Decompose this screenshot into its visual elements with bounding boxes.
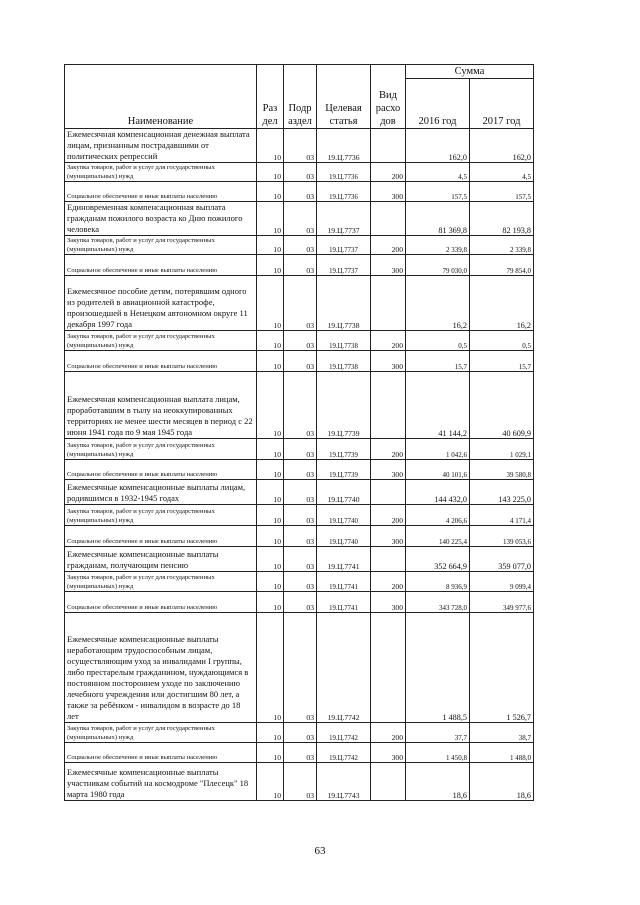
row-target: 19.Ц.7740 bbox=[317, 505, 371, 526]
row-sum-2017: 38,7 bbox=[470, 723, 534, 743]
row-sum-2017: 139 053,6 bbox=[470, 526, 534, 547]
row-expense-type: 300 bbox=[371, 526, 406, 547]
row-sum-2016: 0,5 bbox=[406, 331, 470, 351]
row-razdel: 10 bbox=[257, 276, 284, 331]
row-sum-2017: 79 854,0 bbox=[470, 255, 534, 276]
row-name: Ежемесячные компенсационные выплаты лицам, родившимся в 1932-1945 годах bbox=[65, 480, 257, 505]
table-row-program bbox=[65, 129, 534, 163]
row-expense-type: 200 bbox=[371, 163, 406, 182]
row-expense-type: 200 bbox=[371, 572, 406, 592]
row-target: 19.Ц.7738 bbox=[317, 276, 371, 331]
row-razdel: 10 bbox=[257, 182, 284, 202]
row-podrazdel: 03 bbox=[284, 613, 317, 723]
row-sum-2016: 4,5 bbox=[406, 163, 470, 182]
header-podrazdel: Подр аздел bbox=[284, 65, 317, 129]
row-razdel: 10 bbox=[257, 331, 284, 351]
row-name: Социальное обеспечение и иные выплаты населению bbox=[65, 255, 257, 276]
row-expense-type bbox=[371, 372, 406, 439]
row-name: Закупка товаров, работ и услуг для государственных (муниципальных) нужд bbox=[65, 236, 257, 255]
row-podrazdel: 03 bbox=[284, 743, 317, 763]
row-sum-2016: 81 369,8 bbox=[406, 202, 470, 236]
row-name: Социальное обеспечение и иные выплаты населению bbox=[65, 351, 257, 372]
row-razdel: 10 bbox=[257, 592, 284, 613]
header-expense-type: Вид расхо дов bbox=[371, 65, 406, 129]
row-target: 19.Ц.7742 bbox=[317, 723, 371, 743]
table-row-expense bbox=[65, 460, 534, 480]
row-podrazdel: 03 bbox=[284, 480, 317, 505]
row-expense-type: 200 bbox=[371, 331, 406, 351]
row-podrazdel: 03 bbox=[284, 592, 317, 613]
row-name: Социальное обеспечение и иные выплаты населению bbox=[65, 182, 257, 202]
row-target: 19.Ц.7742 bbox=[317, 613, 371, 723]
row-expense-type bbox=[371, 276, 406, 331]
row-podrazdel: 03 bbox=[284, 460, 317, 480]
row-sum-2017: 162,0 bbox=[470, 129, 534, 163]
row-expense-type: 200 bbox=[371, 723, 406, 743]
table-row-program bbox=[65, 276, 534, 331]
row-target: 19.Ц.7741 bbox=[317, 547, 371, 572]
row-target: 19.Ц.7736 bbox=[317, 182, 371, 202]
row-target: 19.Ц.7739 bbox=[317, 439, 371, 460]
row-sum-2017: 16,2 bbox=[470, 276, 534, 331]
row-sum-2017: 39 580,8 bbox=[470, 460, 534, 480]
table-row-expense bbox=[65, 255, 534, 276]
row-expense-type: 300 bbox=[371, 460, 406, 480]
row-razdel: 10 bbox=[257, 351, 284, 372]
table-row-expense bbox=[65, 236, 534, 255]
table-row-expense bbox=[65, 439, 534, 460]
row-name: Закупка товаров, работ и услуг для государственных (муниципальных) нужд bbox=[65, 163, 257, 182]
row-podrazdel: 03 bbox=[284, 129, 317, 163]
row-razdel: 10 bbox=[257, 763, 284, 801]
row-name: Ежемесячные компенсационные выплаты неработающим трудоспособным лицам, осуществляющим уход за инвалидами I группы, либо престарелым гражданином, нуждающимся в постоянном постороннем уходе по заключению лечебного учреждения или достигшим 80 лет, а также за ребёнком - инвалидом в возрасте до 18 лет bbox=[65, 613, 257, 723]
row-name: Ежемесячное пособие детям, потерявшим одного из родителей в авиационной катастрофе, произошедшей в Ненецком автономном округе 11 декабря 1997 года bbox=[65, 276, 257, 331]
header-year-2017: 2017 год bbox=[470, 79, 534, 129]
row-sum-2016: 16,2 bbox=[406, 276, 470, 331]
row-sum-2016: 140 225,4 bbox=[406, 526, 470, 547]
table-row-expense bbox=[65, 526, 534, 547]
row-podrazdel: 03 bbox=[284, 372, 317, 439]
row-podrazdel: 03 bbox=[284, 276, 317, 331]
header-sum: Сумма bbox=[406, 65, 534, 79]
row-sum-2017: 1 526,7 bbox=[470, 613, 534, 723]
row-razdel: 10 bbox=[257, 236, 284, 255]
row-podrazdel: 03 bbox=[284, 182, 317, 202]
row-razdel: 10 bbox=[257, 480, 284, 505]
row-name: Закупка товаров, работ и услуг для государственных (муниципальных) нужд bbox=[65, 439, 257, 460]
table-row-program bbox=[65, 202, 534, 236]
row-expense-type: 300 bbox=[371, 351, 406, 372]
header-target: Целевая статья bbox=[317, 65, 371, 129]
row-sum-2017: 349 977,6 bbox=[470, 592, 534, 613]
row-razdel: 10 bbox=[257, 439, 284, 460]
row-expense-type bbox=[371, 129, 406, 163]
row-expense-type bbox=[371, 480, 406, 505]
row-razdel: 10 bbox=[257, 572, 284, 592]
header-year-2016: 2016 год bbox=[406, 79, 470, 129]
row-sum-2016: 157,5 bbox=[406, 182, 470, 202]
row-name: Социальное обеспечение и иные выплаты населению bbox=[65, 526, 257, 547]
row-target: 19.Ц.7741 bbox=[317, 592, 371, 613]
header-razdel: Раз дел bbox=[257, 65, 284, 129]
row-target: 19.Ц.7739 bbox=[317, 460, 371, 480]
row-sum-2017: 18,6 bbox=[470, 763, 534, 801]
row-podrazdel: 03 bbox=[284, 351, 317, 372]
row-podrazdel: 03 bbox=[284, 236, 317, 255]
row-target: 19.Ц.7737 bbox=[317, 202, 371, 236]
row-name: Закупка товаров, работ и услуг для государственных (муниципальных) нужд bbox=[65, 331, 257, 351]
row-razdel: 10 bbox=[257, 372, 284, 439]
row-name: Социальное обеспечение и иные выплаты населению bbox=[65, 743, 257, 763]
row-sum-2016: 1 042,6 bbox=[406, 439, 470, 460]
row-sum-2017: 1 029,1 bbox=[470, 439, 534, 460]
row-sum-2017: 82 193,8 bbox=[470, 202, 534, 236]
row-sum-2017: 143 225,0 bbox=[470, 480, 534, 505]
header-name: Наименование bbox=[65, 65, 257, 129]
row-target: 19.Ц.7740 bbox=[317, 480, 371, 505]
table-row-expense bbox=[65, 505, 534, 526]
row-expense-type: 200 bbox=[371, 439, 406, 460]
row-expense-type: 300 bbox=[371, 592, 406, 613]
row-name: Закупка товаров, работ и услуг для государственных (муниципальных) нужд bbox=[65, 505, 257, 526]
page-number: 63 bbox=[314, 845, 326, 857]
row-sum-2017: 15,7 bbox=[470, 351, 534, 372]
row-razdel: 10 bbox=[257, 460, 284, 480]
row-sum-2016: 37,7 bbox=[406, 723, 470, 743]
row-sum-2016: 41 144,2 bbox=[406, 372, 470, 439]
row-sum-2017: 2 339,8 bbox=[470, 236, 534, 255]
row-sum-2017: 157,5 bbox=[470, 182, 534, 202]
row-sum-2017: 0,5 bbox=[470, 331, 534, 351]
row-sum-2017: 9 099,4 bbox=[470, 572, 534, 592]
table-row-expense bbox=[65, 182, 534, 202]
row-name: Единовременная компенсационная выплата гражданам пожилого возраста ко Дню пожилого человека bbox=[65, 202, 257, 236]
row-expense-type: 300 bbox=[371, 743, 406, 763]
row-expense-type bbox=[371, 763, 406, 801]
row-sum-2016: 343 728,0 bbox=[406, 592, 470, 613]
row-expense-type bbox=[371, 202, 406, 236]
row-target: 19.Ц.7737 bbox=[317, 255, 371, 276]
row-podrazdel: 03 bbox=[284, 255, 317, 276]
row-razdel: 10 bbox=[257, 202, 284, 236]
table-row-expense bbox=[65, 331, 534, 351]
budget-table bbox=[64, 64, 534, 801]
row-sum-2016: 4 206,6 bbox=[406, 505, 470, 526]
table-row-expense bbox=[65, 592, 534, 613]
row-sum-2016: 1 488,5 bbox=[406, 613, 470, 723]
row-razdel: 10 bbox=[257, 526, 284, 547]
row-podrazdel: 03 bbox=[284, 202, 317, 236]
row-expense-type: 200 bbox=[371, 505, 406, 526]
table-body bbox=[65, 129, 534, 801]
row-target: 19.Ц.7738 bbox=[317, 331, 371, 351]
table-row-expense bbox=[65, 572, 534, 592]
row-expense-type: 300 bbox=[371, 182, 406, 202]
row-sum-2016: 2 339,8 bbox=[406, 236, 470, 255]
row-expense-type bbox=[371, 547, 406, 572]
row-podrazdel: 03 bbox=[284, 763, 317, 801]
row-name: Ежемесячные компенсационные выплаты гражданам, получающим пенсию bbox=[65, 547, 257, 572]
row-target: 19.Ц.7737 bbox=[317, 236, 371, 255]
row-target: 19.Ц.7741 bbox=[317, 572, 371, 592]
row-sum-2017: 359 077,0 bbox=[470, 547, 534, 572]
row-name: Закупка товаров, работ и услуг для государственных (муниципальных) нужд bbox=[65, 572, 257, 592]
row-podrazdel: 03 bbox=[284, 547, 317, 572]
row-expense-type: 300 bbox=[371, 255, 406, 276]
row-target: 19.Ц.7742 bbox=[317, 743, 371, 763]
row-razdel: 10 bbox=[257, 505, 284, 526]
row-target: 19.Ц.7736 bbox=[317, 129, 371, 163]
table-row-expense bbox=[65, 351, 534, 372]
row-name: Социальное обеспечение и иные выплаты населению bbox=[65, 460, 257, 480]
row-sum-2016: 1 450,8 bbox=[406, 743, 470, 763]
table-row-program bbox=[65, 613, 534, 723]
row-podrazdel: 03 bbox=[284, 526, 317, 547]
row-razdel: 10 bbox=[257, 743, 284, 763]
row-name: Закупка товаров, работ и услуг для государственных (муниципальных) нужд bbox=[65, 723, 257, 743]
row-podrazdel: 03 bbox=[284, 439, 317, 460]
row-name: Ежемесячная компенсационная денежная выплата лицам, признанным пострадавшими от политических репрессий bbox=[65, 129, 257, 163]
row-sum-2016: 15,7 bbox=[406, 351, 470, 372]
row-name: Ежемесячная компенсационная выплата лицам, проработавшим в тылу на неоккупированных территориях не менее шести месяцев в период с 22 июня 1941 года по 9 мая 1945 года bbox=[65, 372, 257, 439]
row-sum-2016: 18,6 bbox=[406, 763, 470, 801]
table-row-program bbox=[65, 372, 534, 439]
row-razdel: 10 bbox=[257, 255, 284, 276]
row-podrazdel: 03 bbox=[284, 505, 317, 526]
row-target: 19.Ц.7743 bbox=[317, 763, 371, 801]
row-target: 19.Ц.7738 bbox=[317, 351, 371, 372]
row-sum-2016: 162,0 bbox=[406, 129, 470, 163]
table-row-program bbox=[65, 547, 534, 572]
table-row-expense bbox=[65, 723, 534, 743]
row-podrazdel: 03 bbox=[284, 163, 317, 182]
row-podrazdel: 03 bbox=[284, 331, 317, 351]
row-expense-type: 200 bbox=[371, 236, 406, 255]
row-sum-2016: 40 101,6 bbox=[406, 460, 470, 480]
row-razdel: 10 bbox=[257, 163, 284, 182]
table-row-expense bbox=[65, 743, 534, 763]
row-target: 19.Ц.7736 bbox=[317, 163, 371, 182]
row-name: Ежемесячные компенсационные выплаты участникам событий на космодроме "Плесецк" 18 марта 1980 года bbox=[65, 763, 257, 801]
table-row-program bbox=[65, 480, 534, 505]
row-sum-2016: 352 664,9 bbox=[406, 547, 470, 572]
row-target: 19.Ц.7739 bbox=[317, 372, 371, 439]
row-razdel: 10 bbox=[257, 129, 284, 163]
row-razdel: 10 bbox=[257, 723, 284, 743]
row-sum-2017: 4,5 bbox=[470, 163, 534, 182]
table-header bbox=[65, 65, 534, 129]
row-sum-2017: 4 171,4 bbox=[470, 505, 534, 526]
row-target: 19.Ц.7740 bbox=[317, 526, 371, 547]
row-razdel: 10 bbox=[257, 613, 284, 723]
row-sum-2016: 144 432,0 bbox=[406, 480, 470, 505]
row-expense-type bbox=[371, 613, 406, 723]
row-sum-2016: 8 936,9 bbox=[406, 572, 470, 592]
row-podrazdel: 03 bbox=[284, 723, 317, 743]
row-name: Социальное обеспечение и иные выплаты населению bbox=[65, 592, 257, 613]
row-sum-2017: 40 609,9 bbox=[470, 372, 534, 439]
row-sum-2017: 1 488,0 bbox=[470, 743, 534, 763]
table-row-program bbox=[65, 763, 534, 801]
row-razdel: 10 bbox=[257, 547, 284, 572]
row-sum-2016: 79 030,0 bbox=[406, 255, 470, 276]
table-row-expense bbox=[65, 163, 534, 182]
row-podrazdel: 03 bbox=[284, 572, 317, 592]
